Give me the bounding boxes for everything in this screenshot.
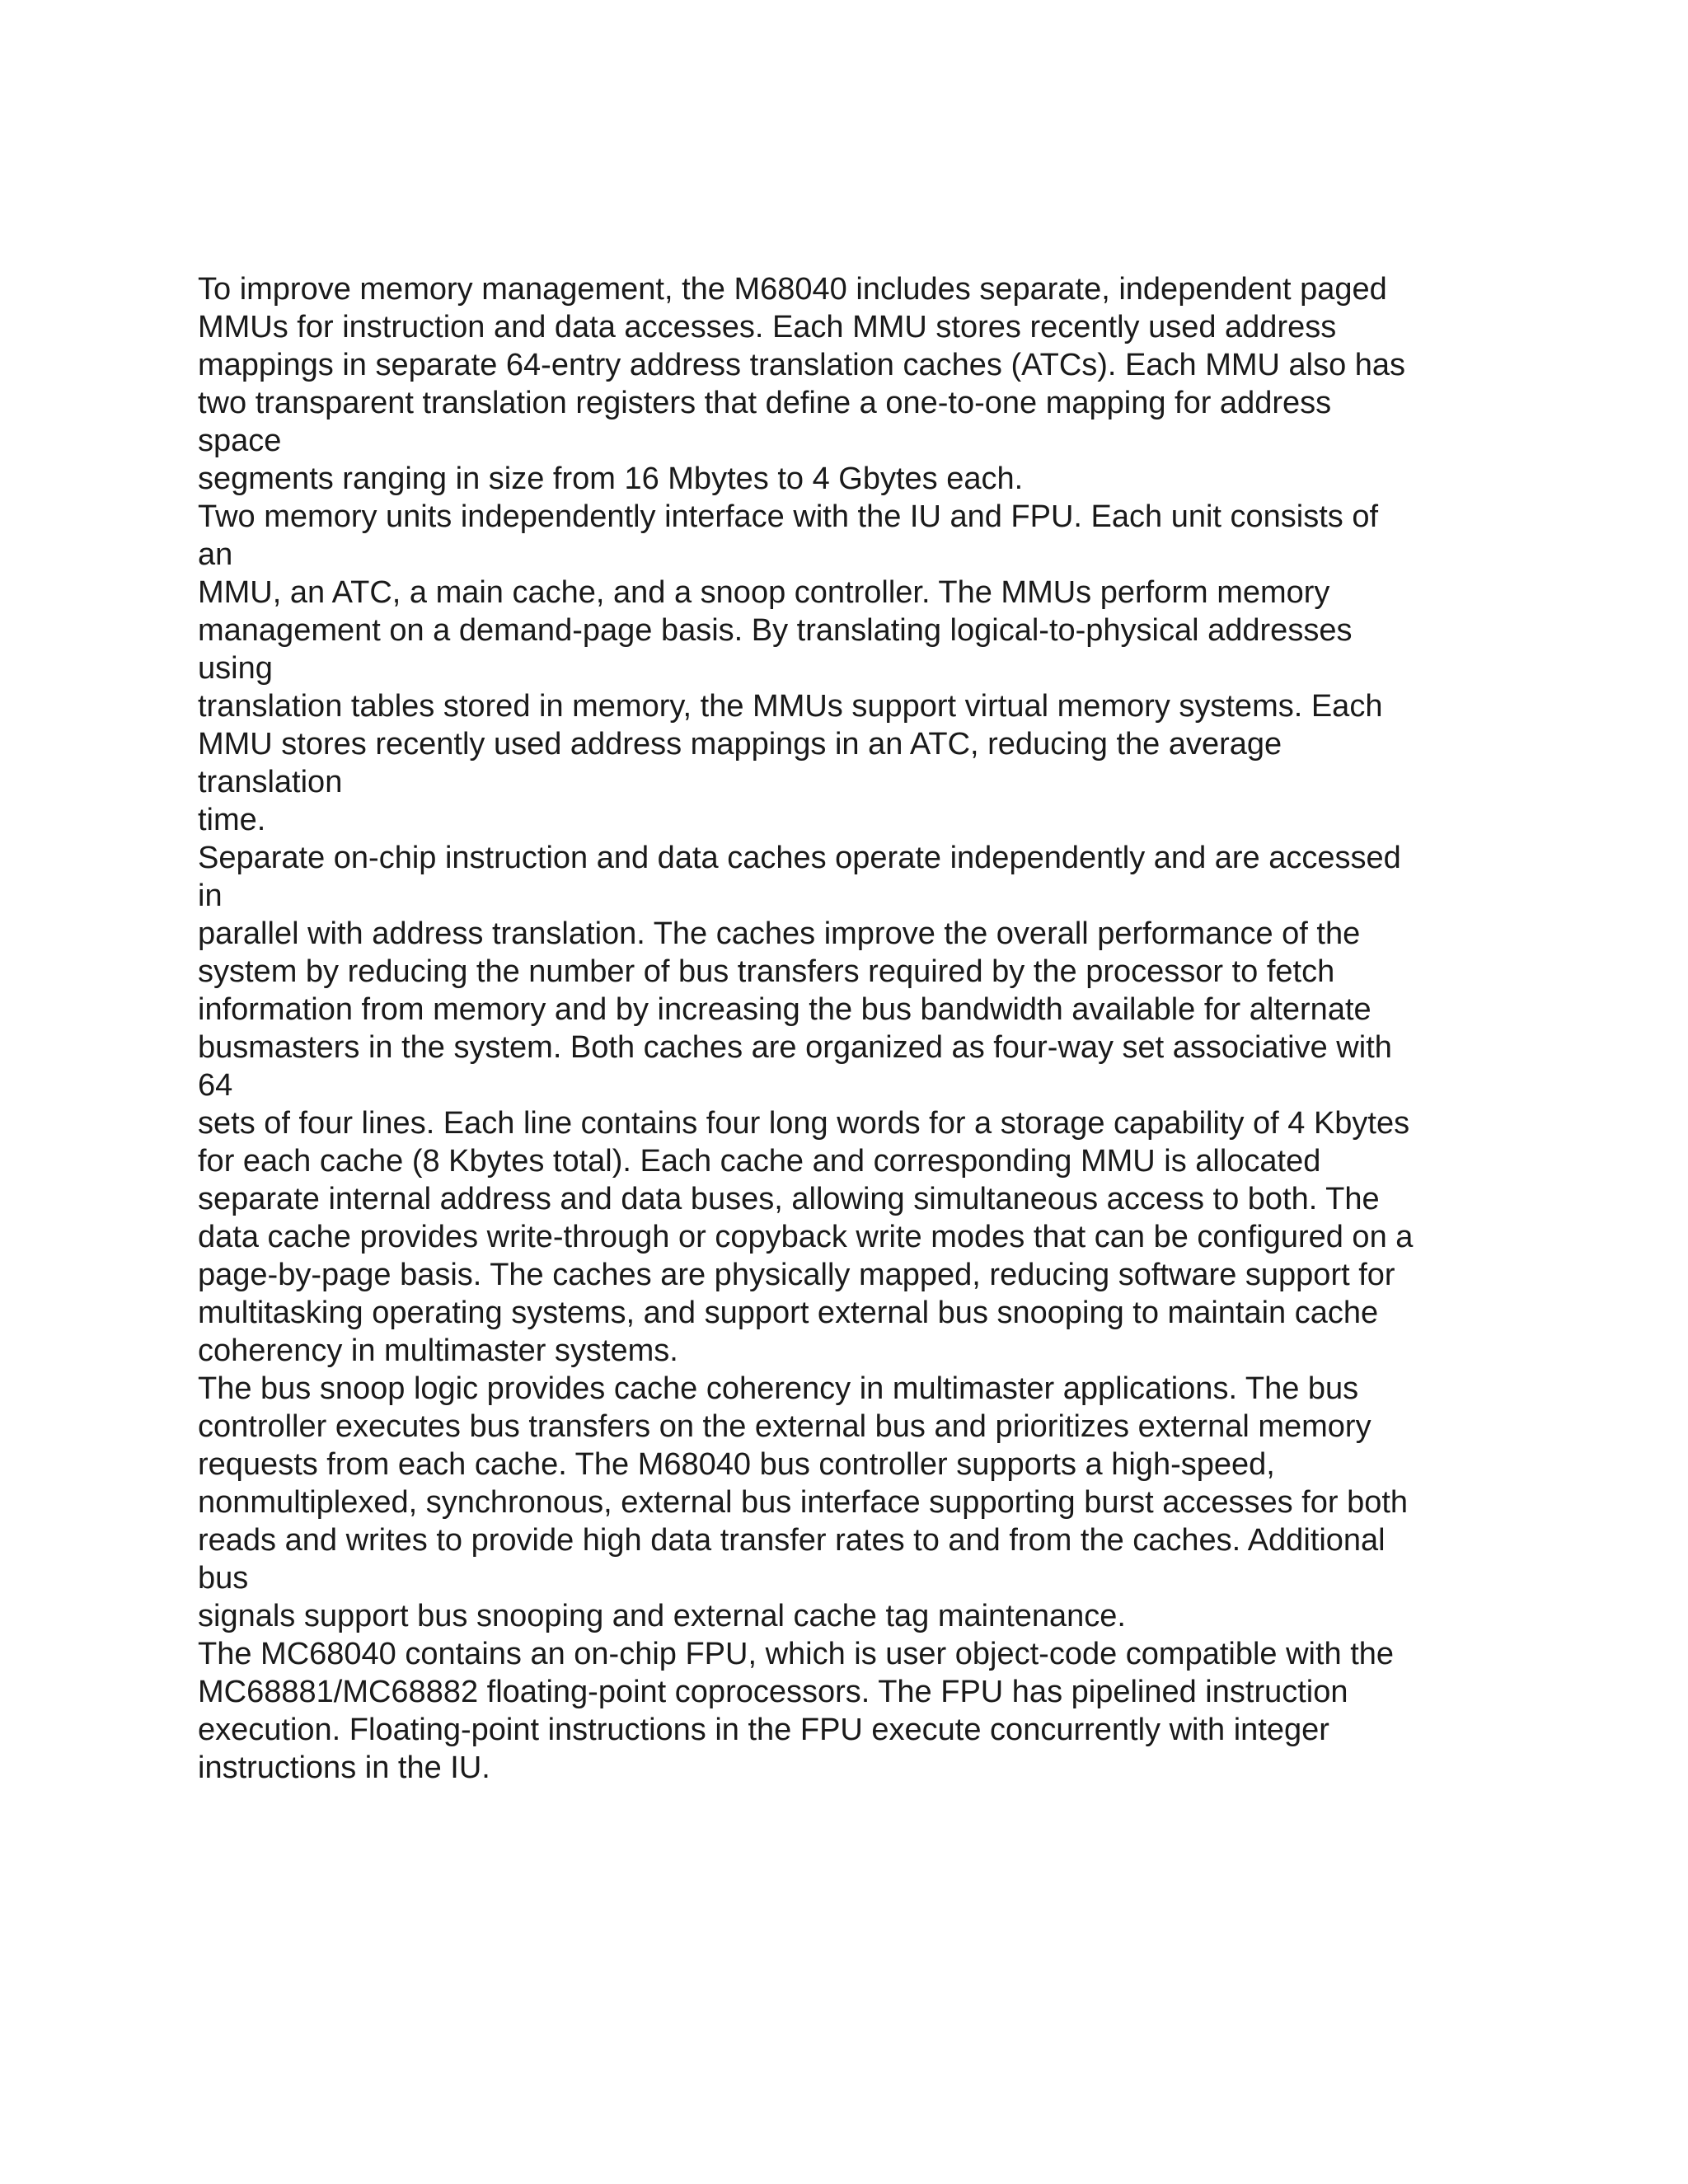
text-line: multitasking operating systems, and support external bus snooping to maintain cache	[198, 1296, 1379, 1330]
text-line: busmasters in the system. Both caches are organized as four-way set associative with	[198, 1030, 1392, 1065]
text-line: 64	[198, 1068, 233, 1103]
text-line: requests from each cache. The M68040 bus controller supports a high-speed,	[198, 1447, 1275, 1482]
text-line: The bus snoop logic provides cache coherency in multimaster applications. The bus	[198, 1371, 1359, 1406]
text-line: translation	[198, 765, 343, 799]
text-line: The MC68040 contains an on-chip FPU, which is user object-code compatible with the	[198, 1637, 1395, 1671]
text-line: data cache provides write-through or copyback write modes that can be configured on a	[198, 1220, 1414, 1254]
text-line: MC68881/MC68882 floating-point coprocessors. The FPU has pipelined instruction	[198, 1675, 1348, 1709]
text-line: time.	[198, 803, 266, 837]
text-line: sets of four lines. Each line contains four long words for a storage capability of 4 Kbytes	[198, 1106, 1410, 1141]
text-line: using	[198, 651, 273, 686]
text-line: an	[198, 537, 233, 572]
text-line: management on a demand-page basis. By translating logical-to-physical addresses	[198, 613, 1353, 648]
text-line: mappings in separate 64-entry address translation caches (ATCs). Each MMU also has	[198, 348, 1406, 382]
text-line: Two memory units independently interface with the IU and FPU. Each unit consists of	[198, 499, 1379, 534]
text-line: in	[198, 879, 223, 913]
text-line: for each cache (8 Kbytes total). Each cache and corresponding MMU is allocated	[198, 1144, 1321, 1179]
body-text	[198, 270, 1517, 1787]
text-line: two transparent translation registers that define a one-to-one mapping for address	[198, 386, 1332, 420]
text-line: parallel with address translation. The caches improve the overall performance of the	[198, 916, 1361, 951]
text-line: MMU, an ATC, a main cache, and a snoop controller. The MMUs perform memory	[198, 575, 1330, 610]
text-line: MMUs for instruction and data accesses. Each MMU stores recently used address	[198, 310, 1337, 344]
text-line: segments ranging in size from 16 Mbytes to 4 Gbytes each.	[198, 462, 1024, 496]
text-line: Separate on-chip instruction and data caches operate independently and are accessed	[198, 841, 1401, 875]
text-line: nonmultiplexed, synchronous, external bus interface supporting burst accesses for both	[198, 1485, 1409, 1520]
text-line: separate internal address and data buses, allowing simultaneous access to both. The	[198, 1182, 1380, 1216]
text-line: signals support bus snooping and external cache tag maintenance.	[198, 1599, 1126, 1633]
text-line: coherency in multimaster systems.	[198, 1333, 678, 1368]
text-line: instructions in the IU.	[198, 1750, 490, 1785]
text-line: controller executes bus transfers on the external bus and prioritizes external memory	[198, 1409, 1372, 1444]
text-line: system by reducing the number of bus transfers required by the processor to fetch	[198, 954, 1335, 989]
text-line: space	[198, 424, 282, 458]
text-line: reads and writes to provide high data transfer rates to and from the caches. Additional	[198, 1523, 1386, 1558]
text-line: bus	[198, 1561, 249, 1596]
text-line: MMU stores recently used address mappings in an ATC, reducing the average	[198, 727, 1282, 762]
text-line: execution. Floating-point instructions in the FPU execute concurrently with integer	[198, 1713, 1329, 1747]
text-line: page-by-page basis. The caches are physically mapped, reducing software support for	[198, 1258, 1395, 1292]
text-line: information from memory and by increasing the bus bandwidth available for alternate	[198, 992, 1372, 1027]
text-line: translation tables stored in memory, the MMUs support virtual memory systems. Each	[198, 689, 1383, 724]
text-line: To improve memory management, the M68040 includes separate, independent paged	[198, 272, 1387, 307]
